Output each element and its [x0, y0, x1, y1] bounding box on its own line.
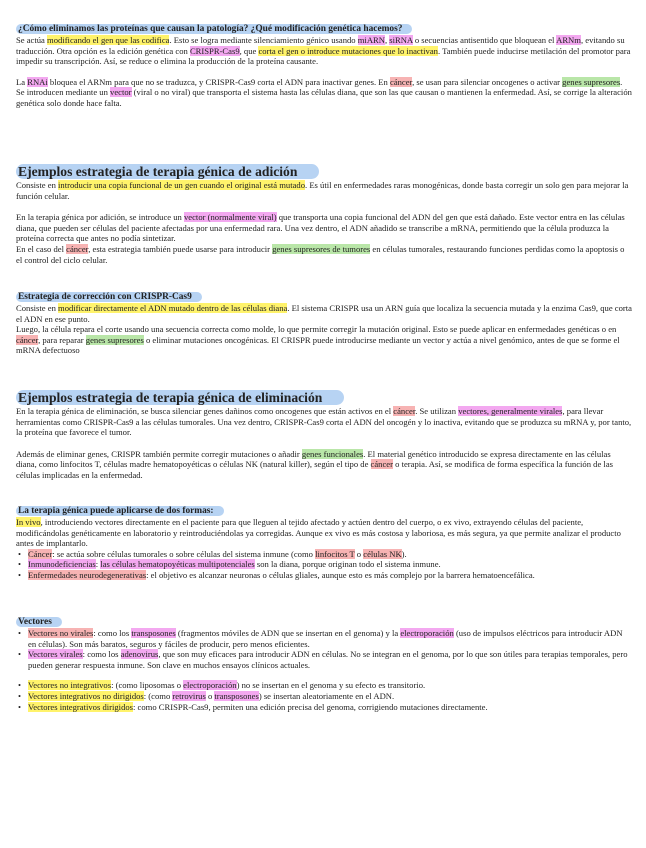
text-run: o — [205, 690, 215, 701]
highlight: retrovirus — [172, 690, 206, 701]
paragraph — [16, 517, 632, 549]
section-formas — [16, 506, 632, 581]
section-heading — [16, 292, 632, 303]
text-run: . Se introducen mediante un — [16, 76, 623, 98]
section-adicion — [16, 163, 632, 265]
text-run: Ejemplos estrategia de terapia génica de adición — [16, 164, 319, 179]
text-run: : como los — [93, 628, 132, 638]
paragraph — [16, 406, 632, 438]
highlight: introducir una copia funcional de un gen cuando el original está mutado — [58, 180, 306, 190]
section-vectores — [16, 617, 632, 712]
section-eliminar-proteinas — [16, 24, 632, 109]
highlight: Vectores integrativos no dirigidos — [28, 690, 144, 701]
text-run: , se usan para silenciar oncogenes o activar — [412, 76, 563, 87]
bullet-list — [16, 628, 632, 670]
highlight: Vectores no integrativos — [28, 680, 112, 691]
text-run: Consiste en — [16, 303, 59, 313]
text-run: o secuencias antisentido que bloquean el — [412, 35, 557, 45]
text-run: ). — [401, 548, 407, 559]
text-run: : (como — [143, 690, 173, 701]
list-item — [28, 549, 632, 560]
paragraph — [16, 180, 632, 201]
text-run: son la diana, porque originan todo el sistema inmune. — [254, 559, 441, 570]
text-run: : (como liposomas o — [111, 680, 184, 691]
text-run: Vectores — [16, 617, 62, 627]
paragraph — [16, 324, 632, 356]
text-run: : — [95, 559, 101, 570]
highlight: siRNA — [389, 35, 413, 45]
text-run: (uso de impulsos eléctricos para introducir ADN en células). Son más baratos, seguros y fáciles de producir, pero menos eficientes. — [28, 628, 623, 649]
text-run: ) se insertan aleatoriamente en el ADN. — [258, 690, 395, 701]
text-run: . Es útil en enfermedades raras monogénicas, donde basta corregir un solo gen para mejorar la función celular. — [16, 180, 629, 201]
text-run: (viral o no viral) que transporta el sistema hasta las células diana, que son las que causan o mantienen la enfermedad. Así, se corrige la alteración genética solo donde hace falta. — [16, 87, 632, 108]
highlight: genes supresores — [85, 334, 144, 345]
highlight: CRISPR-Cas9 — [189, 45, 240, 56]
highlight: vector — [110, 87, 132, 98]
list-item — [28, 649, 632, 670]
text-run: , para llevar herramientas como CRISPR-Cas9 a las células tumorales. Una vez dentro, CRISPR-Cas9 corta el ADN del oncogén y lo inactiva, evitando que se produzca su mRNA y, por tanto, la proteína que favorece el tumor. — [16, 406, 632, 438]
text-run: bloquea el ARNm para que no se traduzca, y CRISPR-Cas9 corta el ADN para inactivar genes. En — [47, 76, 390, 87]
text-run: Se actúa — [16, 35, 48, 45]
highlight: transposones — [131, 628, 176, 638]
text-run: Estrategia de corrección con CRISPR-Cas9 — [16, 292, 202, 302]
bullet-list — [16, 549, 632, 581]
highlight: adenovirus — [120, 649, 159, 660]
highlight: miARN — [357, 35, 385, 45]
highlight: Inmunodeficiencias — [28, 559, 96, 570]
highlight: Cáncer — [28, 548, 53, 559]
text-run: . Esto se logra mediante silenciamiento génico usando — [169, 35, 358, 45]
text-run: La — [16, 76, 28, 87]
text-run: que transporta una copia funcional del ADN del gen que está dañado. Este vector entra en las células diana, que pueden ser células del paciente afectadas por una enfermedad rara. Una vez dentro, el ADN añadido se transcribe a mRNA, permitiendo que la célula produzca la proteína correcta que antes no podía sintetizar. — [16, 212, 625, 244]
section-eliminacion — [16, 389, 632, 481]
text-run: , para reparar — [38, 334, 86, 345]
text-run: Ejemplos estrategia de terapia génica de eliminación — [16, 390, 344, 405]
section-crispr — [16, 292, 632, 356]
text-run: , que son muy eficaces para introducir ADN en células. No se integran en el genoma, por lo que son útiles para terapias temporales, pero pueden generar respuesta inmune. Son clave en muchos ensayos clínicos actuales. — [28, 649, 628, 670]
text-run: La terapia génica puede aplicarse de dos formas: — [16, 506, 224, 516]
text-run: Luego, la célula repara el corte usando una secuencia correcta como molde, lo que permite corregir la mutación original. Esto se puede aplicar en enfermedades genéticas o en — [16, 324, 617, 335]
text-run: : como CRISPR-Cas9, permiten una edición precisa del genoma, corrigiendo mutaciones directamente. — [133, 701, 488, 712]
highlight: cáncer — [16, 334, 39, 345]
text-run: . El sistema CRISPR usa un ARN guía que localiza la secuencia mutada y la enzima Cas9, que corta el ADN en ese punto. — [16, 303, 632, 324]
list-item — [28, 680, 632, 691]
highlight: modificar directamente el ADN mutado dentro de las células diana — [58, 303, 288, 313]
list-item — [28, 559, 632, 570]
text-run: en células tumorales, restaurando funciones perdidas como la apoptosis o el control del ciclo celular. — [16, 243, 625, 265]
highlight: modificando el gen que las codifica — [47, 35, 170, 45]
paragraph — [16, 303, 632, 324]
text-run: Consiste en — [16, 180, 59, 190]
text-run: ¿Cómo eliminamos las proteínas que causan la patología? ¿Qué modificación genética hacemos? — [16, 24, 412, 34]
highlight: electroporación — [400, 628, 454, 638]
highlight: cáncer — [66, 243, 89, 254]
text-run: : se actúa sobre células tumorales o sobre células del sistema inmune (como — [52, 548, 316, 559]
paragraph — [16, 212, 632, 244]
text-run: : el objetivo es alcanzar neuronas o células gliales, aunque esto es más complejo por la barrera hematoencefálica. — [146, 569, 535, 580]
text-run: , evitando su traducción. Otra opción es la edición genética con — [16, 35, 625, 56]
highlight: genes supresores de tumores — [272, 243, 371, 254]
highlight: electroporación — [183, 680, 237, 691]
highlight: cáncer — [393, 406, 416, 416]
section-heading — [16, 506, 632, 517]
list-item — [28, 628, 632, 649]
highlight: RNAi — [27, 76, 48, 87]
highlight: células NK — [363, 548, 402, 559]
text-run: : como los — [82, 649, 121, 660]
text-run: , introduciendo vectores directamente en el paciente para que lleguen al tejido afectado y actúen dentro del cuerpo, o ex vivo, extrayendo células del paciente, modificándolas genéticamente en laboratorio y reintroduciéndolas ya corregidas. Aunque ex vivo es más costosa y laboriosa, es más segura, ya que permite analizar el producto antes de implantarlo. — [16, 517, 621, 549]
highlight: corta el gen o introduce mutaciones que lo inactivan — [258, 45, 438, 56]
text-run: . Se utilizan — [415, 406, 459, 416]
text-run: En la terapia génica de eliminación, se busca silenciar genes dañinos como oncogenes que están activos en el — [16, 406, 394, 416]
text-run: , esta estrategia también puede usarse para introducir — [88, 243, 273, 254]
list-item — [28, 691, 632, 702]
highlight: Vectores virales — [28, 649, 83, 660]
highlight: vectores, generalmente virales — [458, 406, 563, 416]
highlight: transposones — [214, 690, 259, 701]
list-item — [28, 570, 632, 581]
highlight: In vivo — [16, 517, 41, 527]
highlight: Vectores integrativos dirigidos — [28, 701, 134, 712]
highlight: vector (normalmente viral) — [184, 212, 277, 223]
paragraph — [16, 449, 632, 481]
text-run: Además de eliminar genes, CRISPR también permite corregir mutaciones o añadir — [16, 448, 302, 459]
text-run: o — [354, 548, 364, 559]
section-heading — [16, 617, 632, 628]
highlight: Enfermedades neurodegenerativas — [28, 569, 147, 580]
highlight: genes supresores — [562, 76, 621, 87]
list-item — [28, 702, 632, 713]
text-run: o eliminar mutaciones oncogénicas. El CRISPR puede introducirse mediante un vector y actúa a nivel genómico, antes de que se forme el mRNA defectuoso — [16, 334, 620, 356]
highlight: cáncer — [390, 76, 413, 87]
text-run: En la terapia génica por adición, se introduce un — [16, 212, 184, 223]
highlight: ARNm — [556, 35, 581, 45]
paragraph — [16, 77, 632, 109]
paragraph — [16, 244, 632, 265]
text-run: . También puede inducirse metilación del promotor para impedir su transcripción. Así, se reduce o elimina la producción de la proteína causante. — [16, 45, 631, 67]
text-run: , — [384, 35, 390, 45]
section-heading — [16, 389, 632, 406]
text-run: . El material genético introducido se expresa directamente en las células diana, como linfocitos T, células madre hematopoyéticas o células NK (natural killer), según el tipo de — [16, 448, 611, 470]
paragraph — [16, 35, 632, 67]
text-run: o terapia. Así, se modifica de forma específica la función de las células implicadas en la enfermedad. — [16, 459, 613, 480]
text-run: ) no se insertan en el genoma y su efecto es transitorio. — [236, 680, 426, 691]
highlight: genes funcionales — [301, 448, 364, 459]
bullet-list — [16, 680, 632, 712]
highlight: Vectores no virales — [28, 628, 94, 638]
highlight: las células hematopoyéticas multipotenciales — [100, 559, 255, 570]
text-run: , que — [239, 45, 259, 56]
section-heading — [16, 24, 632, 35]
section-heading — [16, 163, 632, 180]
highlight: linfocitos T — [315, 548, 355, 559]
text-run: En el caso del — [16, 243, 67, 254]
text-run: (fragmentos móviles de ADN que se insertan en el genoma) y la — [175, 628, 401, 638]
highlight: cáncer — [370, 459, 393, 470]
